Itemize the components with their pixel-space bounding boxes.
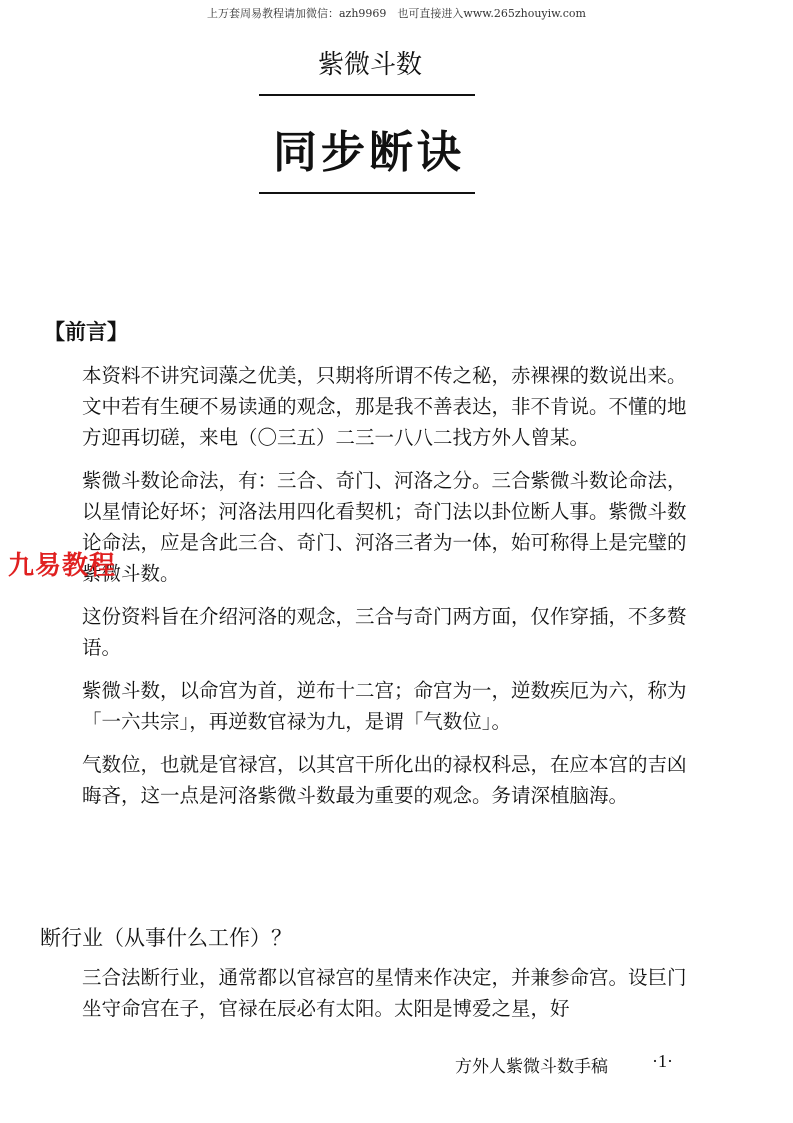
- page-number: ·1·: [652, 1051, 673, 1071]
- preface-paragraph: 紫微斗数，以命宫为首，逆布十二宫；命宫为一，逆数疾厄为六，称为「一六共宗」，再逆数官禄为九，是谓「气数位」。: [82, 679, 687, 733]
- preface-heading: 【前言】: [44, 320, 128, 344]
- preface-paragraph: 紫微斗数论命法，有：三合、奇门、河洛之分。三合紫微斗数论命法，以星情论好坏；河洛法用四化看契机；奇门法以卦位断人事。紫微斗数论命法，应是含此三合、奇门、河洛三者为一体，始可称得上是完璧的紫微斗数。: [82, 469, 687, 585]
- title-rule-bottom: [259, 192, 475, 194]
- book-title: 紫微斗数: [317, 50, 422, 80]
- watermark-stamp: 九易教程: [8, 551, 117, 581]
- section-paragraph: 三合法断行业，通常都以官禄宫的星情来作决定，并兼参命宫。设巨门坐守命宫在子，官禄在辰必有太阳。太阳是博爱之星，好: [82, 966, 687, 1020]
- section-body: [82, 962, 700, 1024]
- section-heading: 断行业（从事什么工作）？: [40, 926, 292, 950]
- preface-paragraph: 这份资料旨在介绍河洛的观念，三合与奇门两方面，仅作穿插，不多赘语。: [82, 605, 687, 659]
- footer-title: 方外人紫微斗数手稿: [455, 1057, 608, 1077]
- top-banner: 上万套周易教程请加微信：azh9969 也可直接进入www.265zhouyiw.com: [206, 7, 586, 20]
- preface-body: [82, 360, 700, 823]
- title-rule-top: [259, 94, 475, 96]
- chapter-title: 同步断诀: [273, 127, 465, 178]
- preface-paragraph: 本资料不讲究词藻之优美，只期将所谓不传之秘，赤裸裸的数说出来。文中若有生硬不易读通的观念，那是我不善表达，非不肯说。不懂的地方迎再切磋，来电（〇三五）二三一八八二找方外人曾某。: [82, 364, 687, 449]
- preface-paragraph: 气数位，也就是官禄宫，以其宫干所化出的禄权科忌，在应本宫的吉凶晦吝，这一点是河洛紫微斗数最为重要的观念。务请深植脑海。: [82, 753, 687, 807]
